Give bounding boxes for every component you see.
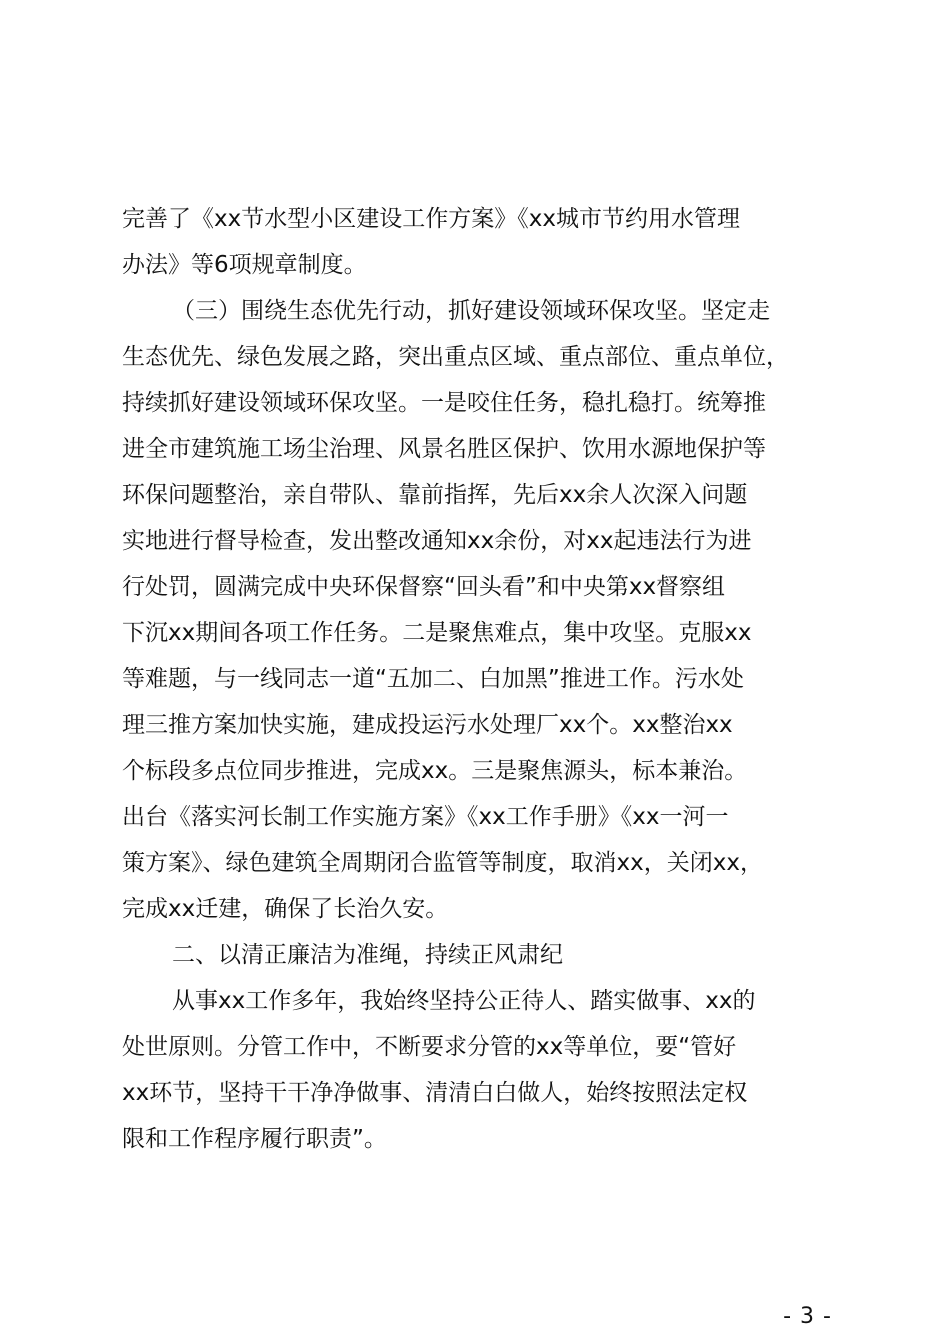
document-body: [122, 196, 832, 1162]
page-number: - 3 -: [783, 1304, 832, 1329]
text-line: 办法》等6项规章制度。: [122, 252, 367, 278]
text-line: （三）围绕生态优先行动，抓好建设领域环保攻坚。坚定走: [172, 298, 770, 324]
text-line: 下沉xx期间各项工作任务。二是聚焦难点，集中攻坚。克服xx: [122, 620, 752, 646]
text-line: 理三推方案加快实施，建成投运污水处理厂xx个。xx整治xx: [122, 712, 733, 738]
text-line: 处世原则。分管工作中，不断要求分管的xx等单位，要“管好: [122, 1034, 737, 1060]
text-line: xx环节，坚持干干净净做事、清清白白做人，始终按照法定权: [122, 1080, 748, 1106]
text-line: 个标段多点位同步推进，完成xx。三是聚焦源头，标本兼治。: [122, 758, 748, 784]
text-line: 完成xx迁建，确保了长治久安。: [122, 896, 449, 922]
text-line: 实地进行督导检查，发出整改通知xx余份，对xx起违法行为进: [122, 528, 752, 554]
text-line: 出台《落实河长制工作实施方案》《xx工作手册》《xx一河一: [122, 804, 729, 830]
text-line: 生态优先、绿色发展之路，突出重点区域、重点部位、重点单位，: [122, 344, 789, 370]
text-line: 完善了《xx节水型小区建设工作方案》《xx城市节约用水管理: [122, 206, 740, 232]
text-line: 策方案》、绿色建筑全周期闭合监管等制度，取消xx，关闭xx，: [122, 850, 763, 876]
text-line: 环保问题整治，亲自带队、靠前指挥，先后xx余人次深入问题: [122, 482, 748, 508]
text-line: 进全市建筑施工场尘治理、风景名胜区保护、饮用水源地保护等: [122, 436, 766, 462]
section-heading: 二、以清正廉洁为准绳，持续正风肃纪: [172, 942, 563, 968]
text-line: 行处罚，圆满完成中央环保督察“回头看”和中央第xx督察组: [122, 574, 726, 600]
text-line: 持续抓好建设领域环保攻坚。一是咬住任务，稳扎稳打。统筹推: [122, 390, 766, 416]
text-line: 等难题，与一线同志一道“五加二、白加黑”推进工作。污水处: [122, 666, 744, 692]
text-line: 从事xx工作多年，我始终坚持公正待人、踏实做事、xx的: [172, 988, 756, 1014]
text-line: 限和工作程序履行职责”。: [122, 1126, 387, 1152]
